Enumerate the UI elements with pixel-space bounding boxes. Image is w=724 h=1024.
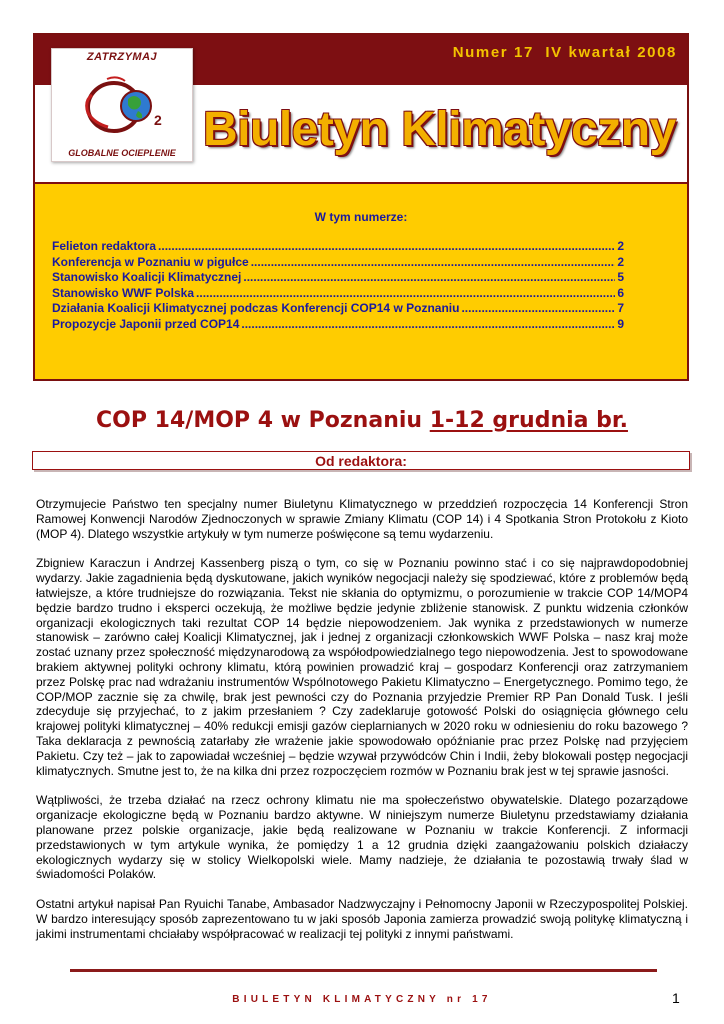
toc-item[interactable] <box>52 255 624 271</box>
page-number: 1 <box>672 990 680 1006</box>
footer-divider <box>70 969 657 972</box>
toc-leader <box>241 317 615 333</box>
issue-number: Numer 17 IV kwartał 2008 <box>452 44 677 61</box>
toc-item-title: Stanowisko Koalicji Klimatycznej <box>52 270 242 285</box>
toc-item-page: 9 <box>617 316 624 331</box>
campaign-logo <box>51 48 193 162</box>
toc-item-page: 7 <box>617 301 624 316</box>
toc-heading: W tym numerze: <box>314 210 408 224</box>
toc-item-page: 5 <box>617 270 624 285</box>
headline-main: COP 14/MOP 4 w Poznaniu <box>96 408 430 433</box>
toc-item[interactable] <box>52 286 624 302</box>
toc-list <box>52 239 624 333</box>
section-header <box>32 451 690 470</box>
toc-leader <box>243 270 615 286</box>
toc-item-title: Stanowisko WWF Polska <box>52 285 195 300</box>
paragraph: Otrzymujecie Państwo ten specjalny numer Biuletynu Klimatycznego w przeddzień rozpoczęcia 14 Konferencji Stron Ramowej Konwencji Narodów Zjednoczonych w sprawie Zmiany Klimatu (COP 14) i 4 Spotkania Stron Protokołu z Kioto (MOP 4). Dlatego wszystkie artykuły w tym numerze poświęcone są temu wydarzeniu. <box>36 497 688 541</box>
paragraph: Wątpliwości, że trzeba działać na rzecz ochrony klimatu nie ma społeczeństwo obywatelskie. Dlatego pozarządowe organizacje ekologiczne będą w Poznaniu bardzo aktywne. W niniejszym numerze Biuletynu przedstawiamy działania planowane przez polskie organizacje, jakie będą realizowane w Poznaniu w trakcie Konferencji. Z informacji przedstawionych w tym artykule wynika, że pomiędzy 1 a 12 grudnia dzięki zaangażowaniu polskich działaczy ekologicznych wydarzy się w stolicy Wielkopolski wiele. Mamy nadzieje, że działania te pozostawią trwały ślad w świadomości Polaków. <box>36 793 688 882</box>
running-footer: BIULETYN KLIMATYCZNY nr 17 <box>232 994 492 1005</box>
logo-top-text: ZATRZYMAJ <box>86 51 158 63</box>
toc-item-page: 2 <box>617 254 624 269</box>
toc-item-title: Propozycje Japonii przed COP14 <box>52 316 240 331</box>
bulletin-title: Biuletyn Klimatyczny <box>203 103 676 156</box>
toc-item[interactable] <box>52 317 624 333</box>
table-of-contents <box>35 184 687 379</box>
toc-leader <box>158 239 615 255</box>
toc-item[interactable] <box>52 301 624 317</box>
toc-item-page: 6 <box>617 285 624 300</box>
toc-leader <box>251 255 616 271</box>
toc-item-title: Konferencja w Poznaniu w pigułce <box>52 254 249 269</box>
toc-item[interactable] <box>52 270 624 286</box>
article-body <box>36 497 688 957</box>
toc-leader <box>196 286 615 302</box>
svg-text:2: 2 <box>154 112 162 128</box>
toc-item-title: Działania Koalicji Klimatycznej podczas Konferencji COP14 w Poznaniu <box>52 301 460 316</box>
article-headline <box>0 408 724 433</box>
logo-bottom-text: GLOBALNE OCIEPLENIE <box>68 148 176 158</box>
section-title: Od redaktora: <box>315 453 407 469</box>
co2-globe-icon <box>52 49 192 161</box>
headline-dates: 1-12 grudnia br. <box>429 408 628 433</box>
toc-item-page: 2 <box>617 239 624 253</box>
paragraph: Ostatni artykuł napisał Pan Ryuichi Tanabe, Ambasador Nadzwyczajny i Pełnomocny Japonii w Rzeczypospolitej Polskiej. W bardzo interesujący sposób zaprezentowano tu w jaki sposób Japonia zamierza prowadzić swoją politykę klimatyczną i jakimi instrumentami chciałaby współpracować w realizacji tej polityki z innymi państwami. <box>36 897 688 941</box>
toc-item-title: Felieton redaktora <box>52 239 157 253</box>
paragraph: Zbigniew Karaczun i Andrzej Kassenberg piszą o tym, co się w Poznaniu powinno stać i co się najprawdopodobniej wydarzy. Jakie zagadnienia będą dyskutowane, jakich wyników negocjacji należy się spodziewać, które z problemów będą łatwiejsze, a które trudniejsze do rozwiązania. Tekst nie skłania do optymizmu, o porozumienie w trakcie COP 14/MOP4 będzie bardzo trudno i eksperci oczekują, że możliwe będzie jedynie zbliżenie stanowisk. Z punktu widzenia członków organizacji ekologicznych taki rezultat COP 14 będzie niepowodzeniem. Jak wynika z przedstawionych w numerze stanowisk – zarówno całej Koalicji Klimatycznej, jak i jednej z organizacji członkowskich WWF Polska – nasz kraj może zostać uznany przez społeczność międzynarodową za współodpowiedzialnego tego niepowodzenia. Jest to spowodowane brakiem aktywnej polityki ochrony klimatu, którą powinien prowadzić kraj – gospodarz Konferencji oraz zatrzymaniem przez Polskę prac nad wdrażaniu instrumentów Wspólnotowego Pakietu Klimatyczno – Energetycznego. Pomimo tego, że COP/MOP zacznie się za chwilę, brak jest pewności czy do Poznania przyjedzie Premier RP Pan Donald Tusk. I jeśli zdecyduje się przyjechać, to z jakim przesłaniem ? Czy zadeklaruje gotowość Polski do osiągnięcia głównego celu krajowej polityki klimatycznej – 40% redukcji emisji gazów cieplarnianych w 2020 roku w odniesieniu do roku bazowego ? Taka deklaracja z pewnością zatarłaby złe wrażenie jakie spowodowało opóźnianie prac przez Polskę nad przyjęciem Pakietu. Czy też – jak to zapowiadał wcześniej – będzie wzywał przywódców Chin i Indii, żeby blokowali postęp negocjacji klimatycznych. Smutne jest to, że na kilka dni przez rozpoczęciem rozmów w Poznaniu brak jest w tej sprawie jasności. <box>36 556 688 778</box>
toc-leader <box>461 301 615 317</box>
masthead-frame <box>33 33 689 381</box>
toc-item[interactable] <box>52 239 624 255</box>
